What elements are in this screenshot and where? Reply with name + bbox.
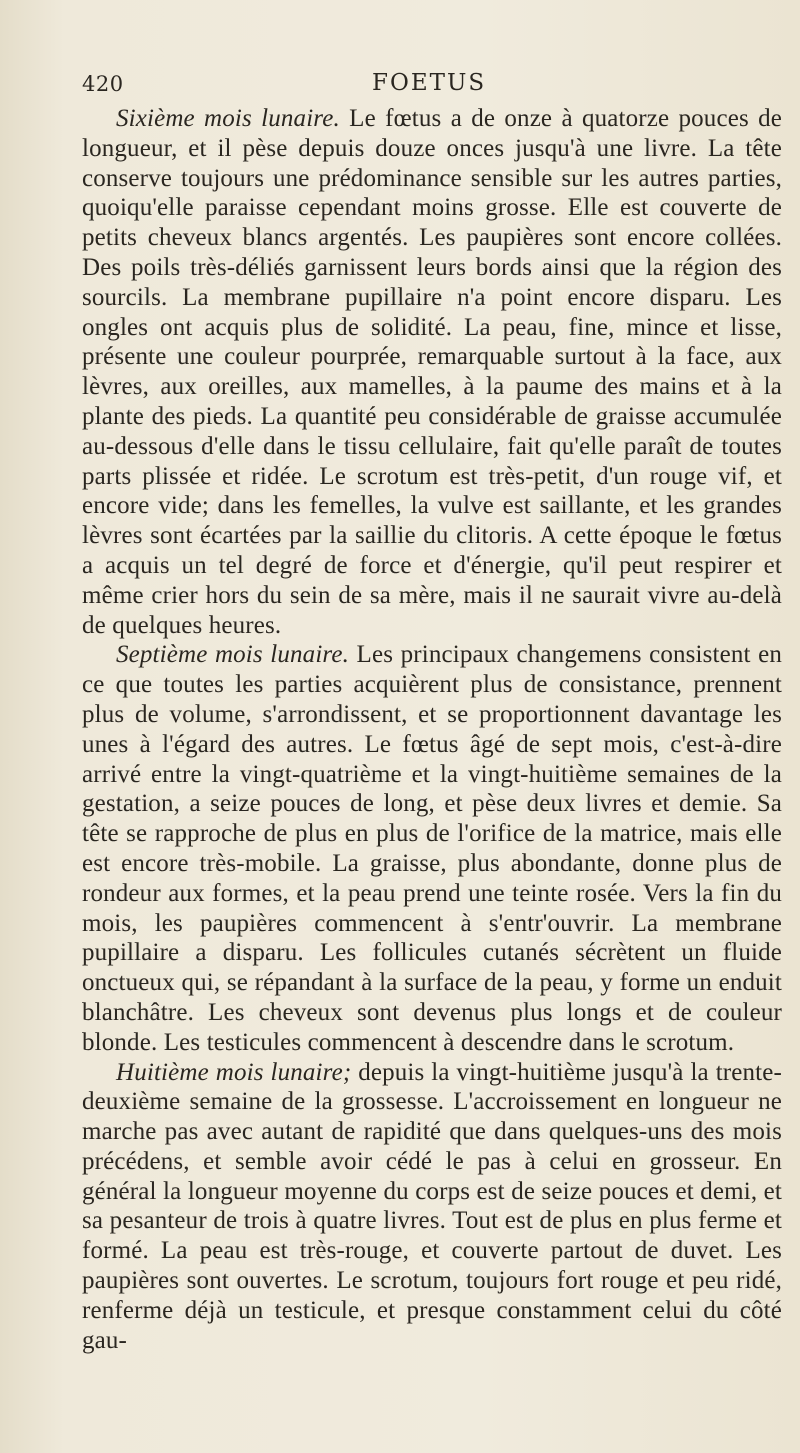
paragraph-seventh-month [82,640,782,1057]
paragraph-text: Le fœtus a de onze à quatorze pouces de longueur, et il pèse depuis douze onces jusqu'à une livre. La tête conserve toujours une prédominance sensible sur les autres parties, quoiqu'elle paraisse cependant moins grosse. Elle est couverte de petits cheveux blancs argentés. Les paupières sont encore collées. Des poils très-déliés garnissent leurs bords ainsi que la région des sourcils. La membrane pupillaire n'a point encore disparu. Les ongles ont acquis plus de solidité. La peau, fine, mince et lisse, présente une couleur pourprée, remarquable surtout à la face, aux lèvres, aux oreilles, aux mamelles, à la paume des mains et à la plante des pieds. La quantité peu considérable de graisse accumulée au-dessous d'elle dans le tissu cellulaire, fait qu'elle paraît de toutes parts plissée et ridée. Le scrotum est très-petit, d'un rouge vif, et encore vide; dans les femelles, la vulve est saillante, et les grandes lèvres sont écartées par la saillie du clitoris. A cette époque le fœtus a acquis un tel degré de force et d'énergie, qu'il peut respirer et même crier hors du sein de sa mère, mais il ne saurait vivre au-delà de quelques heures. [82,105,782,639]
running-head: FOETUS [372,70,487,96]
paragraph-text: depuis la vingt-huitième jusqu'à la trente-deuxième semaine de la grossesse. L'accroissement en longueur ne marche pas avec autant de rapidité que dans quelques-uns des mois précédens, et semble avoir cédé le pas à celui en grosseur. En général la longueur moyenne du corps est de seize pouces et demi, et sa pesanteur de trois à quatre livres. Tout est de plus en plus ferme et formé. La peau est très-rouge, et couverte partout de duvet. Les paupières sont ouvertes. Le scrotum, toujours fort rouge et peu ridé, renferme déjà un testicule, et presque constamment celui du côté gau- [82,1058,782,1354]
paragraph-text: Les principaux changemens consistent en ce que toutes les parties acquièrent plus de consistance, prennent plus de volume, s'arrondissent, et se proportionnent davantage les unes à l'égard des autres. Le fœtus âgé de sept mois, c'est-à-dire arrivé entre la vingt-quatrième et la vingt-huitième semaines de la gestation, a seize pouces de long, et pèse deux livres et demie. Sa tête se rapproche de plus en plus de l'orifice de la matrice, mais elle est encore très-mobile. La graisse, plus abondante, donne plus de rondeur aux formes, et la peau prend une teinte rosée. Vers la fin du mois, les paupières commencent à s'entr'ouvrir. La membrane pupillaire a disparu. Les follicules cutanés sécrètent un fluide onctueux qui, se répandant à la surface de la peau, y forme un enduit blanchâtre. Les cheveux sont devenus plus longs et de couleur blonde. Les testicules commencent à descendre dans le scrotum. [82,641,782,1056]
paragraph-heading: Huitième mois lunaire; [116,1058,352,1086]
paragraph-eighth-month [82,1058,782,1356]
page-number: 420 [82,72,124,96]
body-text [82,104,782,1355]
paragraph-heading: Septième mois lunaire. [116,641,350,669]
paragraph-sixth-month [82,104,782,640]
page-header [82,68,772,102]
paragraph-heading: Sixième mois lunaire. [116,105,340,132]
